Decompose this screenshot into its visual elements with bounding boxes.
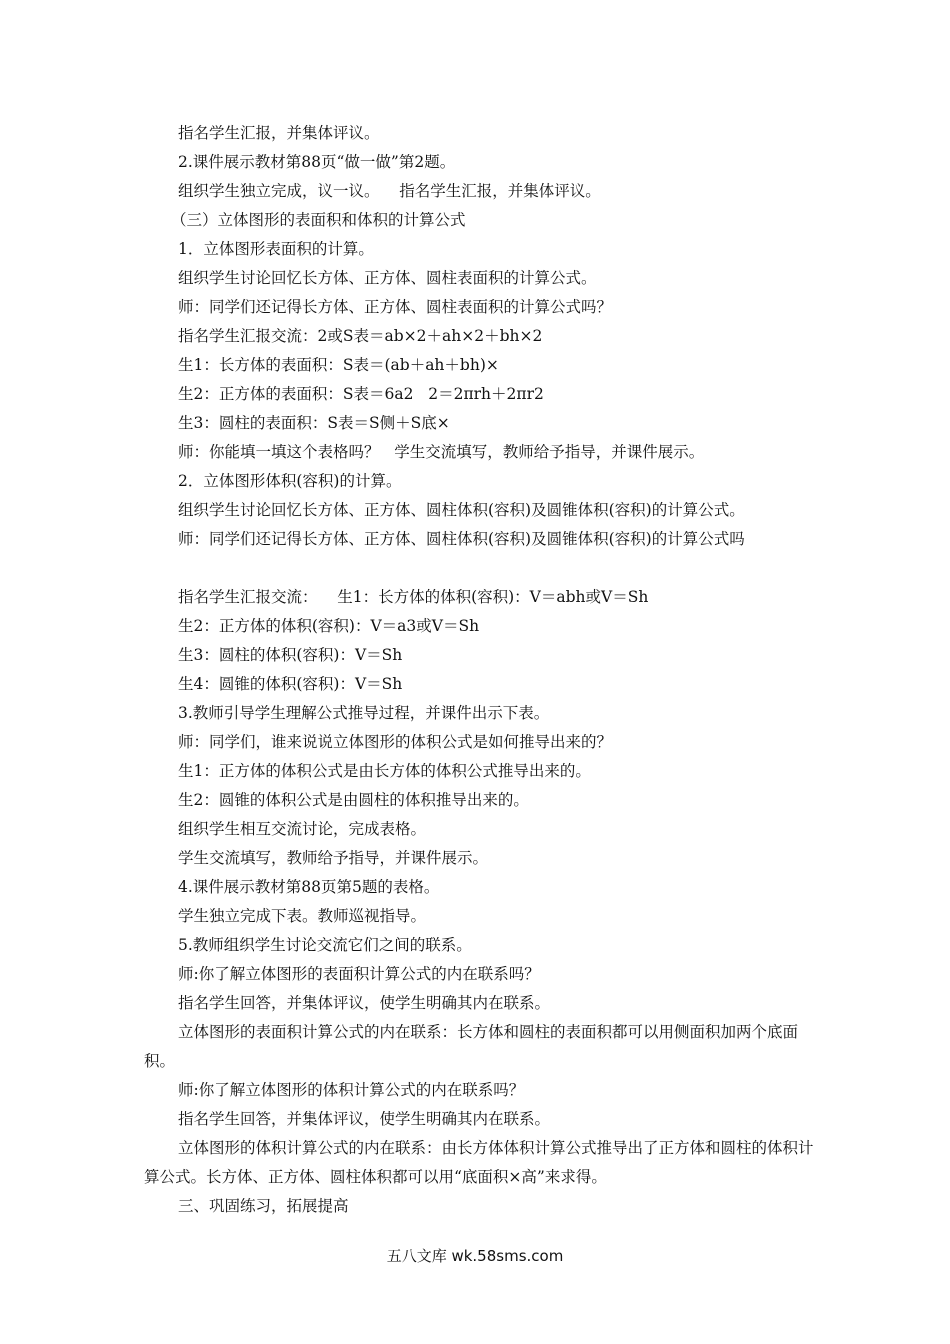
text-line: 指名学生汇报交流：2或S表＝ab×2＋ah×2＋bh×2	[178, 327, 543, 345]
text-line: 2．立体图形体积(容积)的计算。	[178, 472, 402, 490]
text-line: 师:你了解立体图形的表面积计算公式的内在联系吗？	[178, 965, 540, 983]
text-line: 师：你能填一填这个表格吗？ 学生交流填写，教师给予指导，并课件展示。	[178, 443, 705, 461]
text-line: 生2：正方体的表面积：S表＝6a2 2＝2πrh＋2πr2	[178, 385, 544, 403]
text-line: 4.课件展示教材第88页第5题的表格。	[178, 878, 440, 896]
text-line: 指名学生汇报，并集体评议。	[178, 124, 380, 142]
blank-line	[144, 554, 824, 583]
text-line: 指名学生回答，并集体评议，使学生明确其内在联系。	[178, 994, 551, 1012]
text-line: 组织学生讨论回忆长方体、正方体、圆柱表面积的计算公式。	[178, 269, 597, 287]
text-line: 生4：圆锥的体积(容积)：V＝Sh	[178, 675, 403, 693]
text-line: 组织学生讨论回忆长方体、正方体、圆柱体积(容积)及圆锥体积(容积)的计算公式。	[178, 501, 745, 519]
text-line: 生3：圆柱的表面积：S表＝S侧＋S底×	[178, 414, 450, 432]
text-line: 学生交流填写，教师给予指导，并课件展示。	[178, 849, 489, 867]
text-line: 生1：正方体的体积公式是由长方体的体积公式推导出来的。	[178, 762, 591, 780]
text-line: 生2：圆锥的体积公式是由圆柱的体积推导出来的。	[178, 791, 529, 809]
paragraph: 立体图形的表面积计算公式的内在联系：长方体和圆柱的表面积都可以用侧面积加两个底面积。	[144, 1023, 799, 1070]
document-body	[144, 119, 824, 1221]
text-line: 生1：长方体的表面积：S表＝(ab＋ah＋bh)×	[178, 356, 499, 374]
text-line: 师：同学们还记得长方体、正方体、圆柱表面积的计算公式吗？	[178, 298, 613, 316]
text-line: 师：同学们，谁来说说立体图形的体积公式是如何推导出来的？	[178, 733, 613, 751]
text-line: 生3：圆柱的体积(容积)：V＝Sh	[178, 646, 403, 664]
text-line: 5.教师组织学生讨论交流它们之间的联系。	[178, 936, 472, 954]
text-line: 组织学生相互交流讨论，完成表格。	[178, 820, 427, 838]
text-line: 组织学生独立完成，议一议。 指名学生汇报，并集体评议。	[178, 182, 601, 200]
footer-watermark: 五八文库 wk.58sms.com	[386, 1247, 564, 1265]
section-heading: （三）立体图形的表面积和体积的计算公式	[171, 211, 466, 229]
text-line: 学生独立完成下表。教师巡视指导。	[178, 907, 427, 925]
text-line: 3.教师引导学生理解公式推导过程，并课件出示下表。	[178, 704, 550, 722]
paragraph: 立体图形的体积计算公式的内在联系：由长方体体积计算公式推导出了正方体和圆柱的体积计算公式。长方体、正方体、圆柱体积都可以用“底面积×高”来求得。	[144, 1139, 814, 1186]
text-line: 2.课件展示教材第88页“做一做”第2题。	[178, 153, 456, 171]
text-line: 生2：正方体的体积(容积)：V＝a3或V＝Sh	[178, 617, 480, 635]
text-line: 师:你了解立体图形的体积计算公式的内在联系吗？	[178, 1081, 525, 1099]
text-line: 指名学生回答，并集体评议，使学生明确其内在联系。	[178, 1110, 551, 1128]
text-line: 指名学生汇报交流： 生1：长方体的体积(容积)：V＝abh或V＝Sh	[178, 588, 649, 606]
text-line: 1．立体图形表面积的计算。	[178, 240, 374, 258]
section-heading: 三、巩固练习，拓展提高	[178, 1197, 349, 1215]
text-line: 师：同学们还记得长方体、正方体、圆柱体积(容积)及圆锥体积(容积)的计算公式吗	[178, 530, 745, 548]
